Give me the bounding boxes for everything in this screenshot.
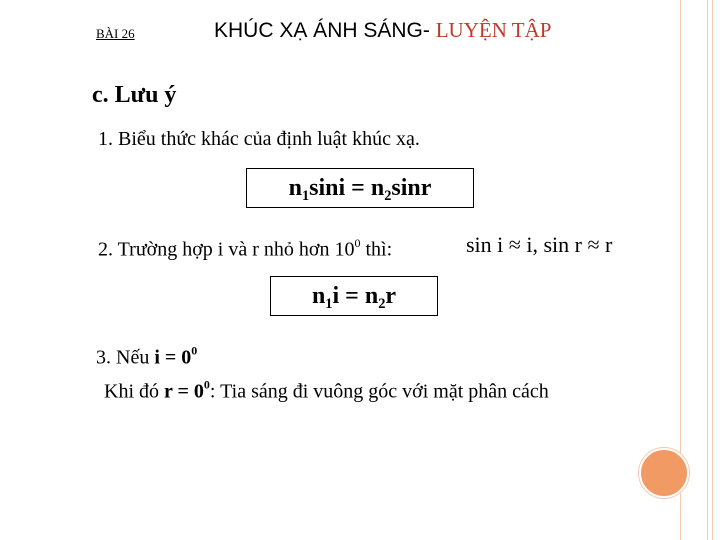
item1-text: 1. Biểu thức khác của định luật khúc xạ. [98, 128, 420, 150]
item3-conclusion: Khi đó $r = 0^0$: Tia sáng đi vuông góc với mặt phân cách [104, 378, 549, 403]
decorative-circle [639, 448, 689, 498]
item3-text: 3. Nếu $i = 0^0$ [96, 344, 198, 369]
formula-box-2: $n_1i = n_2r$ [270, 276, 438, 316]
decorative-frame-line [712, 0, 713, 540]
lesson-number: BÀI 26 [96, 26, 135, 41]
page-title [214, 18, 551, 43]
small-angle-approximation: sin i ≈ i, sin r ≈ r [466, 232, 613, 257]
item2-text: 2. Trường hợp i và r nhỏ hơn $10^0$ thì: [98, 236, 393, 261]
formula-box-1: $n_1\sin i = n_2\sin r$ [246, 168, 474, 208]
title-sub: LUYỆN TẬP [435, 18, 552, 42]
section-heading: c. Lưu ý [92, 82, 177, 108]
title-main: KHÚC XẠ ÁNH SÁNG- [214, 19, 430, 42]
